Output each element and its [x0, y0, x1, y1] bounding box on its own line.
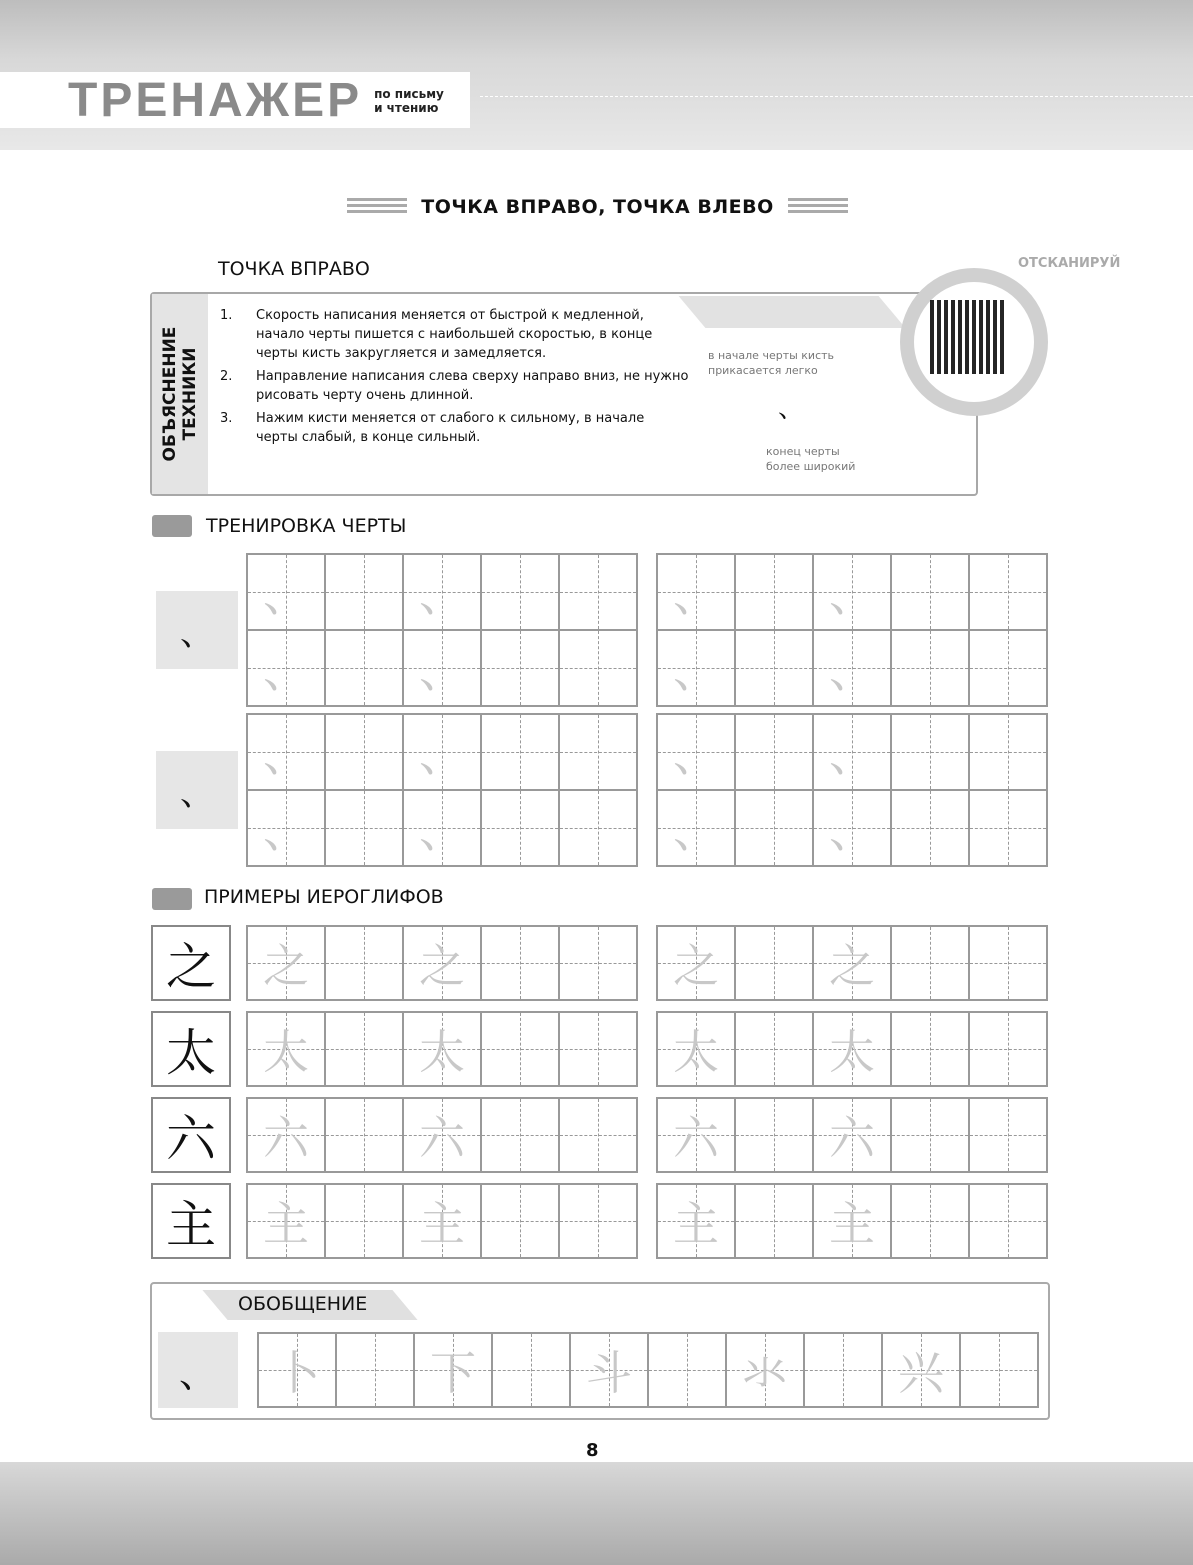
- character-practice-grid: [656, 1011, 1048, 1087]
- side-label-1: ОБЪЯСНЕНИЕ: [160, 326, 180, 462]
- writing-cell[interactable]: [727, 1334, 805, 1408]
- stroke-practice-grid: [656, 713, 1048, 867]
- example-model-character: 主: [151, 1183, 231, 1259]
- writing-cell[interactable]: [658, 715, 736, 791]
- guide-character: 太: [263, 1025, 309, 1079]
- writing-cell[interactable]: [814, 631, 892, 707]
- writing-cell[interactable]: [736, 1013, 814, 1087]
- guide-character: 、: [673, 568, 719, 622]
- technique-list: [220, 306, 690, 451]
- writing-cell[interactable]: [326, 555, 404, 631]
- item-text: Нажим кисти меняется от слабого к сильному, в начале черты слабый, в конце сильный.: [256, 411, 645, 445]
- guide-character: 、: [829, 568, 875, 622]
- writing-cell[interactable]: [970, 631, 1048, 707]
- guide-character: 、: [263, 644, 309, 698]
- character-practice-grid: [656, 1183, 1048, 1259]
- writing-cell[interactable]: [248, 1013, 326, 1087]
- item-number: 2.: [220, 369, 233, 384]
- stroke-practice-grid: [246, 553, 638, 707]
- example-model-character: 太: [151, 1011, 231, 1087]
- character-practice-grid: [246, 1011, 638, 1087]
- play-clapper-icon: [152, 888, 192, 910]
- writing-cell[interactable]: [404, 1013, 482, 1087]
- side-label-2: ТЕХНИКИ: [180, 347, 200, 441]
- guide-character: 太: [673, 1025, 719, 1079]
- writing-cell[interactable]: [560, 791, 638, 867]
- writing-cell[interactable]: [970, 1013, 1048, 1087]
- writing-cell[interactable]: [482, 631, 560, 707]
- guide-character: 主: [263, 1197, 309, 1251]
- technique-item: [220, 367, 690, 405]
- item-text: Направление написания слева сверху направо вниз, не нужно рисовать черту очень длинной.: [256, 369, 689, 403]
- writing-cell[interactable]: [326, 791, 404, 867]
- section-title: [330, 190, 865, 224]
- writing-cell[interactable]: [961, 1334, 1039, 1408]
- writing-cell[interactable]: [970, 791, 1048, 867]
- writing-cell[interactable]: [736, 1185, 814, 1259]
- page-number: 8: [586, 1440, 599, 1461]
- scan-label: ОТСКАНИРУЙ: [1018, 256, 1121, 271]
- writing-cell[interactable]: [248, 555, 326, 631]
- guide-character: 、: [673, 804, 719, 858]
- guide-character: 、: [829, 804, 875, 858]
- writing-cell[interactable]: [814, 1099, 892, 1173]
- writing-cell[interactable]: [658, 1185, 736, 1259]
- writing-cell[interactable]: [970, 927, 1048, 1001]
- stroke-practice-grid: [656, 553, 1048, 707]
- stroke-illustration: 、: [778, 394, 805, 424]
- writing-cell[interactable]: [482, 927, 560, 1001]
- writing-cell[interactable]: [658, 927, 736, 1001]
- character-practice-grid: [656, 1097, 1048, 1173]
- guide-character: 、: [419, 568, 465, 622]
- technique-item: [220, 409, 690, 447]
- item-text: Скорость написания меняется от быстрой к медленной, начало черты пишется с наибольшей скоростью, в конце черты кисть закругляется и замедляется.: [256, 308, 653, 361]
- writing-cell[interactable]: [326, 927, 404, 1001]
- guide-character: 、: [263, 728, 309, 782]
- writing-cell[interactable]: [326, 1099, 404, 1173]
- guide-character: 六: [829, 1111, 875, 1165]
- brand-title: ТРЕНАЖЕР: [68, 74, 363, 127]
- writing-cell[interactable]: [248, 927, 326, 1001]
- writing-cell[interactable]: [892, 791, 970, 867]
- writing-cell[interactable]: [658, 631, 736, 707]
- writing-cell[interactable]: [736, 631, 814, 707]
- brand-sub-line2: и чтению: [374, 101, 439, 115]
- stroke-model: 、: [156, 751, 238, 829]
- guide-character: 、: [829, 644, 875, 698]
- brand-subtitle: [374, 87, 444, 115]
- character-practice-grid: [246, 1097, 638, 1173]
- writing-cell[interactable]: [482, 555, 560, 631]
- writing-cell[interactable]: [248, 1185, 326, 1259]
- guide-character: 、: [673, 728, 719, 782]
- writing-cell[interactable]: [482, 791, 560, 867]
- guide-character: 氺: [742, 1346, 788, 1400]
- writing-cell[interactable]: [326, 1013, 404, 1087]
- technique-box: [150, 292, 978, 496]
- video-camera-icon: [152, 515, 192, 537]
- guide-character: 六: [673, 1111, 719, 1165]
- writing-cell[interactable]: [814, 1013, 892, 1087]
- writing-cell[interactable]: [892, 1013, 970, 1087]
- writing-cell[interactable]: [658, 791, 736, 867]
- writing-cell[interactable]: [404, 715, 482, 791]
- summary-practice-grid: [257, 1332, 1039, 1408]
- writing-cell[interactable]: [337, 1334, 415, 1408]
- technique-side-label: [152, 294, 208, 494]
- guide-character: 之: [263, 939, 309, 993]
- decor-bar: [679, 296, 906, 328]
- guide-character: 、: [419, 644, 465, 698]
- practice-title: ТРЕНИРОВКА ЧЕРТЫ: [206, 515, 407, 537]
- writing-cell[interactable]: [892, 1099, 970, 1173]
- writing-cell[interactable]: [892, 1185, 970, 1259]
- writing-cell[interactable]: [736, 555, 814, 631]
- writing-cell[interactable]: [970, 1099, 1048, 1173]
- writing-cell[interactable]: [892, 715, 970, 791]
- writing-cell[interactable]: [404, 631, 482, 707]
- writing-cell[interactable]: [736, 1099, 814, 1173]
- guide-character: 六: [419, 1111, 465, 1165]
- section-title-text: ТОЧКА ВПРАВО, ТОЧКА ВЛЕВО: [421, 196, 774, 218]
- writing-cell[interactable]: [736, 927, 814, 1001]
- writing-cell[interactable]: [560, 927, 638, 1001]
- writing-cell[interactable]: [248, 631, 326, 707]
- writing-cell[interactable]: [259, 1334, 337, 1408]
- writing-cell[interactable]: [326, 1185, 404, 1259]
- stroke-model: 、: [156, 591, 238, 669]
- writing-cell[interactable]: [560, 1099, 638, 1173]
- writing-cell[interactable]: [571, 1334, 649, 1408]
- writing-cell[interactable]: [658, 555, 736, 631]
- brand-sub-line1: по письму: [374, 87, 444, 101]
- writing-cell[interactable]: [883, 1334, 961, 1408]
- writing-cell[interactable]: [493, 1334, 571, 1408]
- technique-item: [220, 306, 690, 363]
- guide-character: 主: [673, 1197, 719, 1251]
- guide-character: 卜: [274, 1346, 320, 1400]
- writing-cell[interactable]: [404, 927, 482, 1001]
- decor-bars-right: [788, 198, 848, 216]
- writing-cell[interactable]: [805, 1334, 883, 1408]
- decor-bars-left: [347, 198, 407, 216]
- example-model-character: 六: [151, 1097, 231, 1173]
- examples-title: ПРИМЕРЫ ИЕРОГЛИФОВ: [204, 886, 444, 908]
- guide-character: 六: [263, 1111, 309, 1165]
- writing-cell[interactable]: [415, 1334, 493, 1408]
- guide-character: 、: [263, 568, 309, 622]
- stroke-practice-grid: [246, 713, 638, 867]
- guide-character: 下: [430, 1346, 476, 1400]
- character-practice-grid: [656, 925, 1048, 1001]
- writing-cell[interactable]: [404, 791, 482, 867]
- writing-cell[interactable]: [736, 715, 814, 791]
- writing-cell[interactable]: [404, 555, 482, 631]
- writing-cell[interactable]: [560, 1185, 638, 1259]
- writing-cell[interactable]: [658, 1099, 736, 1173]
- writing-cell[interactable]: [326, 631, 404, 707]
- writing-cell[interactable]: [658, 1013, 736, 1087]
- writing-cell[interactable]: [248, 715, 326, 791]
- guide-character: 之: [419, 939, 465, 993]
- note-end: конец черты более широкий: [766, 445, 856, 473]
- pen-line: [480, 96, 1193, 97]
- writing-cell[interactable]: [560, 555, 638, 631]
- example-model-character: 之: [151, 925, 231, 1001]
- footer-banner: [0, 1462, 1193, 1565]
- writing-cell[interactable]: [892, 631, 970, 707]
- writing-cell[interactable]: [814, 555, 892, 631]
- guide-character: 、: [263, 804, 309, 858]
- writing-cell[interactable]: [482, 715, 560, 791]
- writing-cell[interactable]: [326, 715, 404, 791]
- writing-cell[interactable]: [248, 1099, 326, 1173]
- writing-cell[interactable]: [970, 555, 1048, 631]
- writing-cell[interactable]: [404, 1099, 482, 1173]
- writing-cell[interactable]: [814, 791, 892, 867]
- writing-cell[interactable]: [814, 1185, 892, 1259]
- writing-cell[interactable]: [814, 927, 892, 1001]
- guide-character: 、: [419, 804, 465, 858]
- brand: [68, 74, 444, 128]
- guide-character: 太: [829, 1025, 875, 1079]
- guide-character: 主: [829, 1197, 875, 1251]
- writing-cell[interactable]: [970, 1185, 1048, 1259]
- subtitle: ТОЧКА ВПРАВО: [218, 258, 370, 280]
- guide-character: 、: [829, 728, 875, 782]
- writing-cell[interactable]: [248, 791, 326, 867]
- writing-cell[interactable]: [649, 1334, 727, 1408]
- note-start: в начале черты кисть прикасается легко: [708, 349, 835, 377]
- writing-cell[interactable]: [482, 1013, 560, 1087]
- item-number: 3.: [220, 411, 233, 426]
- guide-character: 太: [419, 1025, 465, 1079]
- writing-cell[interactable]: [560, 1013, 638, 1087]
- writing-cell[interactable]: [970, 715, 1048, 791]
- writing-cell[interactable]: [814, 715, 892, 791]
- writing-cell[interactable]: [736, 791, 814, 867]
- character-practice-grid: [246, 925, 638, 1001]
- item-number: 1.: [220, 308, 233, 323]
- writing-cell[interactable]: [560, 715, 638, 791]
- guide-character: 、: [419, 728, 465, 782]
- writing-cell[interactable]: [560, 631, 638, 707]
- summary-title: ОБОБЩЕНИЕ: [238, 1293, 368, 1315]
- writing-cell[interactable]: [892, 927, 970, 1001]
- guide-character: 兴: [898, 1346, 944, 1400]
- guide-character: 、: [673, 644, 719, 698]
- guide-character: 斗: [586, 1346, 632, 1400]
- guide-character: 主: [419, 1197, 465, 1251]
- qr-code[interactable]: [930, 300, 1004, 374]
- summary-model: 、: [158, 1332, 238, 1408]
- writing-cell[interactable]: [482, 1099, 560, 1173]
- guide-character: 之: [673, 939, 719, 993]
- writing-cell[interactable]: [892, 555, 970, 631]
- writing-cell[interactable]: [482, 1185, 560, 1259]
- character-practice-grid: [246, 1183, 638, 1259]
- guide-character: 之: [829, 939, 875, 993]
- writing-cell[interactable]: [404, 1185, 482, 1259]
